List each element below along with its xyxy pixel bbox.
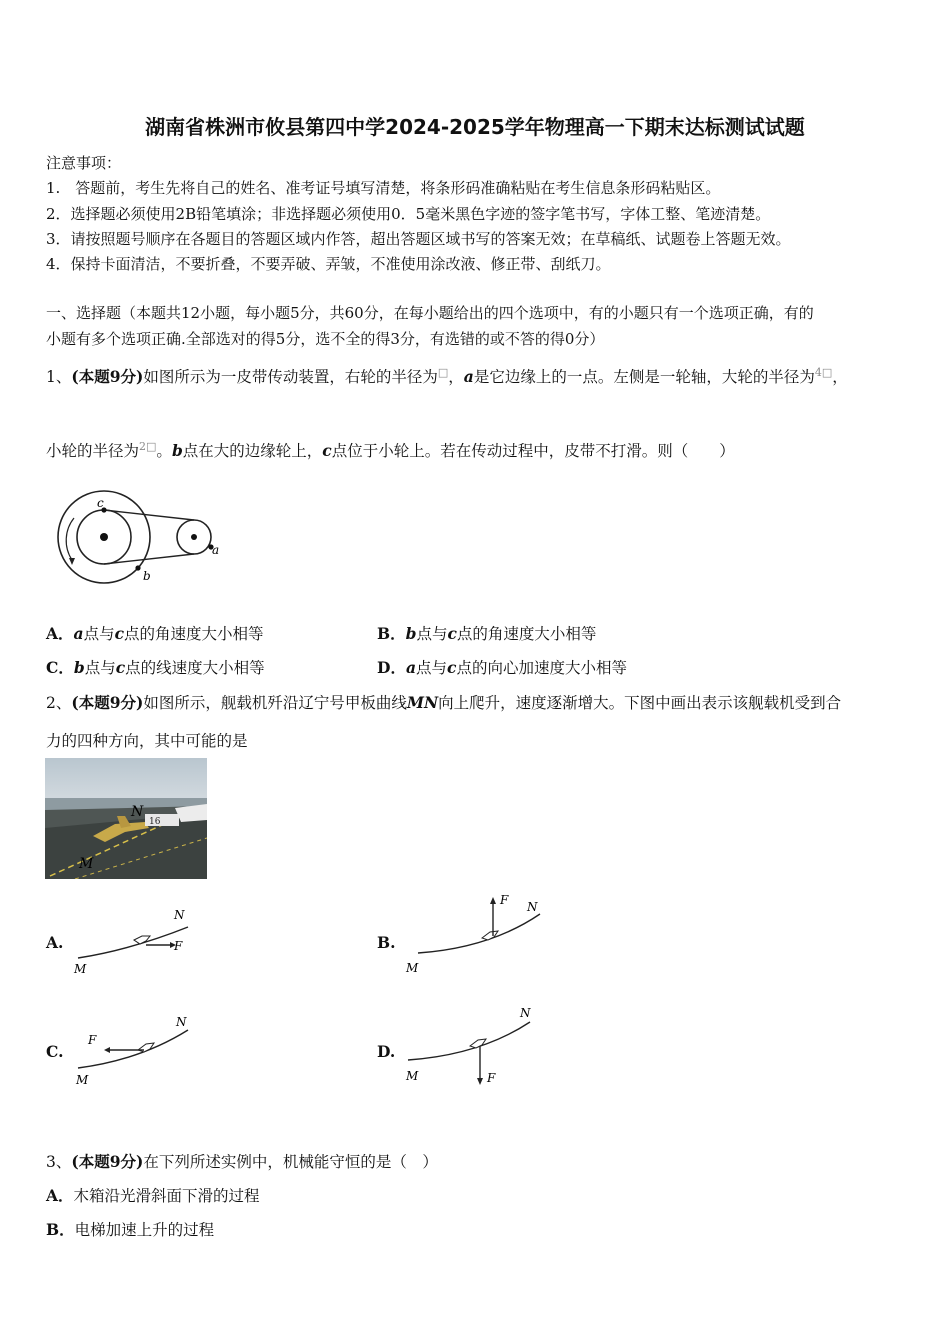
notice-heading: 注意事项： bbox=[46, 154, 122, 172]
label-f: F bbox=[487, 1071, 496, 1085]
label-f: F bbox=[500, 893, 509, 907]
option-text: 点的角速度大小相等 bbox=[456, 625, 597, 643]
page-title: 湖南省株洲市攸县第四中学2024-2025学年物理高一下期末达标测试试题 bbox=[145, 115, 805, 139]
option-text: 点与 bbox=[416, 659, 448, 677]
photo-label-m: M bbox=[79, 856, 94, 872]
photo-label-n: N bbox=[131, 804, 144, 820]
option-var: b bbox=[405, 624, 417, 643]
q3-text: 在下列所述实例中，机械能守恒的是（ ） bbox=[143, 1153, 438, 1171]
q2-option-b-letter[interactable]: B. bbox=[377, 933, 396, 952]
notice-item: 1. 答题前，考生先将自己的姓名、准考证号填写清楚，将条形码准确粘贴在考生信息条形码粘贴区。 bbox=[46, 179, 721, 197]
q1-text: ， bbox=[448, 368, 464, 386]
q3-option-a[interactable] bbox=[46, 1184, 260, 1206]
option-letter: B． bbox=[46, 1220, 75, 1239]
q1-text: 点在大的边缘轮上， bbox=[182, 442, 323, 460]
option-text: 电梯加速上升的过程 bbox=[74, 1221, 215, 1239]
q2-line2: 力的四种方向，其中可能的是 bbox=[46, 732, 248, 750]
section-heading-line1: 一、选择题（本题共12小题，每小题5分，共60分，在每小题给出的四个选项中，有的小题只有一个选项正确，有的 bbox=[46, 304, 814, 322]
option-var: c bbox=[114, 624, 125, 643]
option-letter: C． bbox=[46, 658, 74, 677]
formula-placeholder: 2□ bbox=[139, 439, 157, 453]
formula-placeholder: 4□ bbox=[814, 365, 833, 379]
label-n: N bbox=[520, 1006, 531, 1020]
option-text: 点的线速度大小相等 bbox=[125, 659, 265, 677]
option-letter: D． bbox=[377, 658, 406, 677]
q1-text: 点位于小轮上。若在传动过程中，皮带不打滑。则（ ） bbox=[331, 442, 735, 460]
notice-item: 3．请按照题号顺序在各题目的答题区域内作答，超出答题区域书写的答案无效；在草稿纸、试题卷上答题无效。 bbox=[46, 230, 791, 248]
q2-option-a-letter[interactable]: A. bbox=[46, 933, 64, 952]
q1-text: 。 bbox=[156, 442, 172, 460]
q2-text: 如图所示，舰载机歼沿辽宁号甲板曲线 bbox=[143, 694, 407, 712]
label-n: N bbox=[174, 908, 185, 922]
q1-var-a: a bbox=[463, 367, 474, 386]
q2-option-a-diagram bbox=[70, 905, 200, 980]
option-text: 点与 bbox=[416, 625, 448, 643]
q2-text: 向上爬升，速度逐渐增大。下图中画出表示该舰载机受到合 bbox=[438, 694, 842, 712]
q2-var-mn: MN bbox=[406, 693, 439, 712]
notice-item: 4．保持卡面清洁，不要折叠，不要弄破、弄皱，不准使用涂改液、修正带、刮纸刀。 bbox=[46, 255, 611, 273]
q3-number: 3、 bbox=[46, 1153, 72, 1171]
label-n: N bbox=[527, 900, 538, 914]
q1-option-a[interactable] bbox=[46, 622, 264, 644]
carrier-deck-photo bbox=[45, 758, 207, 879]
q1-var-b: b bbox=[171, 441, 183, 460]
q2-score: (本题9分) bbox=[71, 693, 144, 712]
q1-score: (本题9分) bbox=[71, 367, 144, 386]
belt-drive-figure bbox=[52, 488, 232, 588]
formula-placeholder: □ bbox=[437, 365, 449, 379]
q2-line1 bbox=[46, 691, 841, 713]
label-m: M bbox=[76, 1073, 89, 1087]
label-b: b bbox=[143, 569, 151, 583]
notice-item: 2．选择题必须使用2B铅笔填涂；非选择题必须使用0．5毫米黑色字迹的签字笔书写，字体工整、笔迹清楚。 bbox=[46, 205, 771, 223]
q1-number: 1、 bbox=[46, 368, 72, 386]
q1-text: 如图所示为一皮带传动装置，右轮的半径为 bbox=[143, 368, 438, 386]
option-text: 点与 bbox=[84, 659, 116, 677]
section-heading-line2: 小题有多个选项正确.全部选对的得5分，选不全的得3分，有选错的或不答的得0分） bbox=[46, 330, 605, 348]
label-c: c bbox=[97, 496, 104, 510]
option-text: 木箱沿光滑斜面下滑的过程 bbox=[73, 1187, 260, 1205]
q2-number: 2、 bbox=[46, 694, 72, 712]
option-var: c bbox=[447, 658, 457, 677]
option-text: 点与 bbox=[83, 625, 115, 643]
q3-line1 bbox=[46, 1150, 438, 1172]
q2-option-c-diagram bbox=[70, 1012, 200, 1092]
label-m: M bbox=[74, 962, 87, 976]
q3-option-b[interactable] bbox=[46, 1218, 214, 1240]
svg-text:16: 16 bbox=[149, 817, 161, 827]
option-letter: A． bbox=[46, 624, 74, 643]
option-var: c bbox=[447, 624, 457, 643]
label-f: F bbox=[88, 1033, 97, 1047]
option-var: b bbox=[73, 658, 85, 677]
option-var: a bbox=[73, 624, 84, 643]
q2-option-c-letter[interactable]: C. bbox=[46, 1042, 64, 1061]
q1-line1 bbox=[46, 365, 848, 387]
q2-option-b-diagram bbox=[400, 890, 560, 980]
q1-text: 小轮的半径为 bbox=[46, 442, 140, 460]
q1-line2 bbox=[46, 439, 735, 461]
option-var: c bbox=[115, 658, 126, 677]
option-var: a bbox=[405, 658, 416, 677]
option-text: 点的向心加速度大小相等 bbox=[456, 659, 627, 677]
label-m: M bbox=[406, 961, 419, 975]
label-a: a bbox=[212, 543, 220, 557]
label-f: F bbox=[174, 939, 183, 953]
label-m: M bbox=[406, 1069, 419, 1083]
option-text: 点的角速度大小相等 bbox=[124, 625, 264, 643]
q1-text: ， bbox=[832, 368, 848, 386]
q3-score: (本题9分) bbox=[71, 1152, 144, 1171]
label-n: N bbox=[176, 1015, 187, 1029]
q2-option-d-diagram bbox=[400, 1000, 560, 1095]
q1-text: 是它边缘上的一点。左侧是一轮轴，大轮的半径为 bbox=[473, 368, 815, 386]
q2-option-d-letter[interactable]: D. bbox=[377, 1042, 396, 1061]
option-letter: B． bbox=[377, 624, 406, 643]
option-letter: A． bbox=[46, 1186, 74, 1205]
q1-option-b[interactable] bbox=[377, 622, 596, 644]
q1-option-d[interactable] bbox=[377, 656, 627, 678]
q1-var-c: c bbox=[322, 441, 332, 460]
q1-option-c[interactable] bbox=[46, 656, 265, 678]
